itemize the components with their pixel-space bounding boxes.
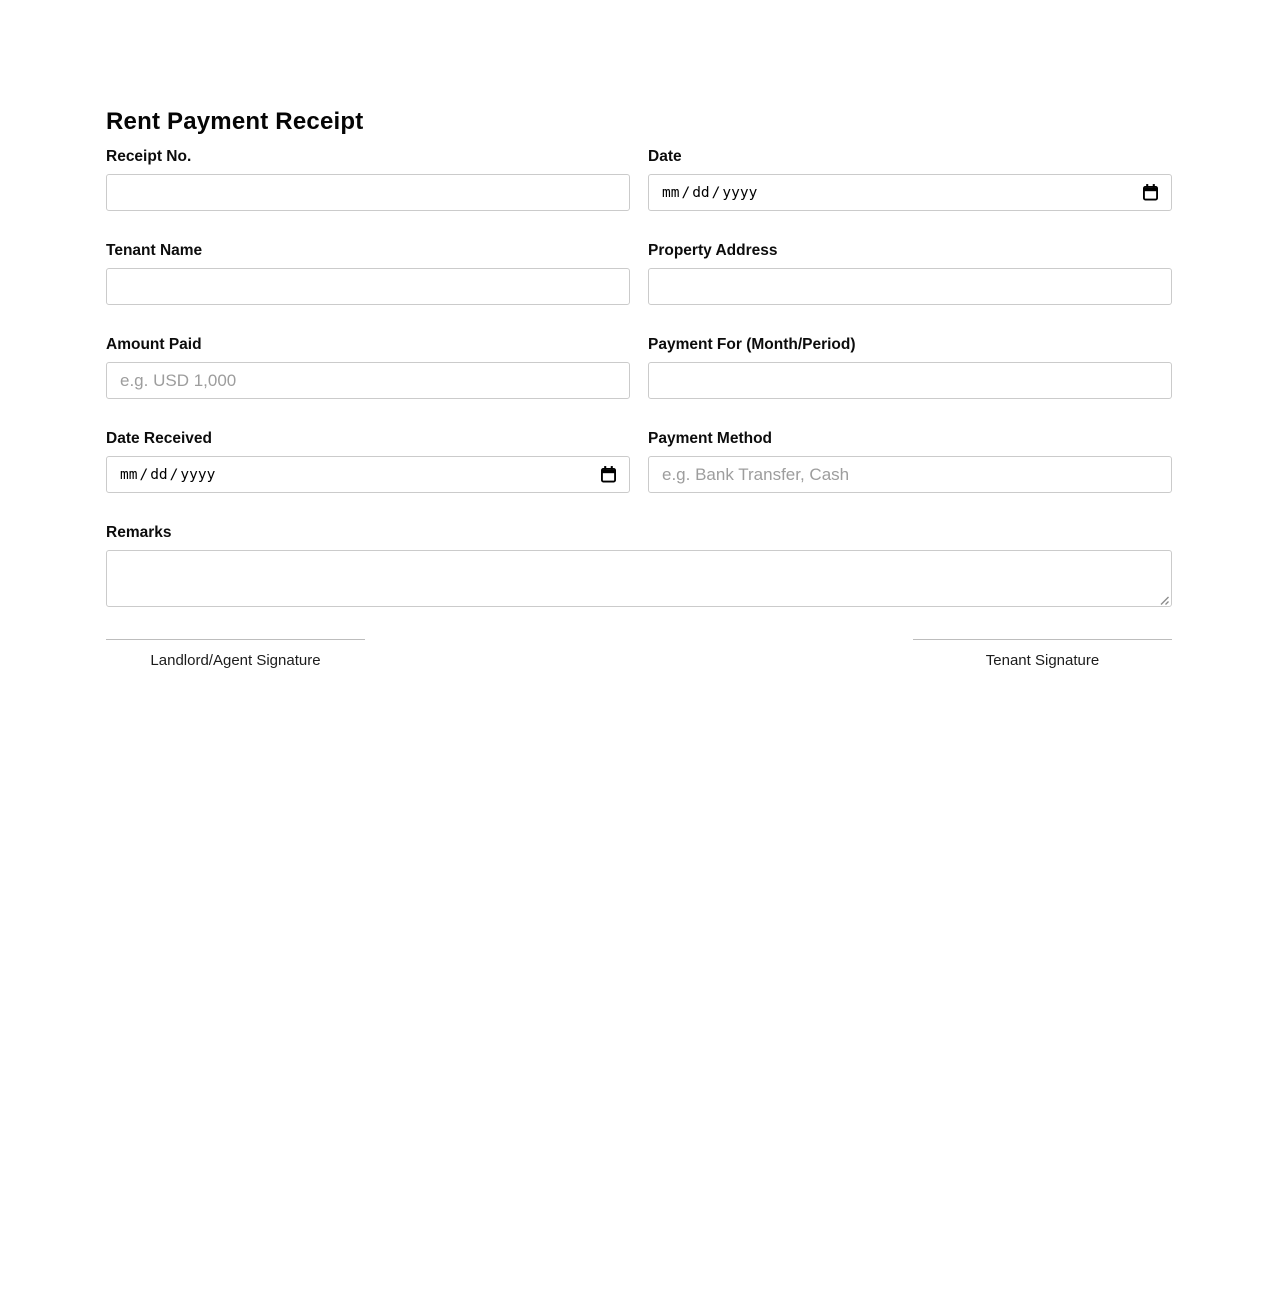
- calendar-icon[interactable]: [1139, 181, 1161, 205]
- field-payment-method: [648, 429, 1172, 493]
- page-title: Rent Payment Receipt: [106, 108, 364, 135]
- date-day-segment[interactable]: dd: [692, 184, 710, 201]
- resize-handle-icon[interactable]: [1158, 592, 1169, 603]
- rent-receipt-form: [106, 0, 1172, 669]
- amount-paid-input[interactable]: [106, 362, 630, 399]
- field-remarks: [106, 523, 1172, 607]
- calendar-icon[interactable]: [597, 463, 619, 487]
- field-property-address: [648, 241, 1172, 305]
- signature-section: [106, 639, 1172, 669]
- property-address-label: Property Address: [648, 242, 778, 259]
- date-month-segment[interactable]: mm: [662, 184, 680, 201]
- date-input[interactable]: [648, 174, 1172, 211]
- tenant-name-input[interactable]: [106, 268, 630, 305]
- amount-paid-label: Amount Paid: [106, 336, 202, 353]
- date-year-segment[interactable]: yyyy: [180, 466, 216, 483]
- tenant-signature-line: [913, 639, 1172, 669]
- payment-method-input[interactable]: [648, 456, 1172, 493]
- date-separator: /: [711, 184, 721, 201]
- property-address-input[interactable]: [648, 268, 1172, 305]
- date-separator: /: [681, 184, 691, 201]
- landlord-signature-line: [106, 639, 365, 669]
- remarks-textarea-wrap: [106, 550, 1172, 607]
- date-day-segment[interactable]: dd: [150, 466, 168, 483]
- field-receipt-no: [106, 147, 630, 211]
- form-grid: [106, 147, 1172, 607]
- field-payment-for: [648, 335, 1172, 399]
- date-separator: /: [139, 466, 149, 483]
- landlord-signature-label: Landlord/Agent Signature: [150, 652, 321, 669]
- field-amount-paid: [106, 335, 630, 399]
- payment-for-label: Payment For (Month/Period): [648, 336, 856, 353]
- receipt-no-input[interactable]: [106, 174, 630, 211]
- payment-for-input[interactable]: [648, 362, 1172, 399]
- date-label: Date: [648, 148, 682, 165]
- remarks-textarea[interactable]: [106, 550, 1172, 607]
- date-month-segment[interactable]: mm: [120, 466, 138, 483]
- field-tenant-name: [106, 241, 630, 305]
- field-date-received: [106, 429, 630, 493]
- date-separator: /: [169, 466, 179, 483]
- receipt-no-label: Receipt No.: [106, 148, 192, 165]
- remarks-label: Remarks: [106, 524, 172, 541]
- tenant-name-label: Tenant Name: [106, 242, 203, 259]
- field-date: [648, 147, 1172, 211]
- date-received-label: Date Received: [106, 430, 212, 447]
- tenant-signature-label: Tenant Signature: [985, 652, 1100, 669]
- date-year-segment[interactable]: yyyy: [722, 184, 758, 201]
- date-received-input[interactable]: [106, 456, 630, 493]
- payment-method-label: Payment Method: [648, 430, 773, 447]
